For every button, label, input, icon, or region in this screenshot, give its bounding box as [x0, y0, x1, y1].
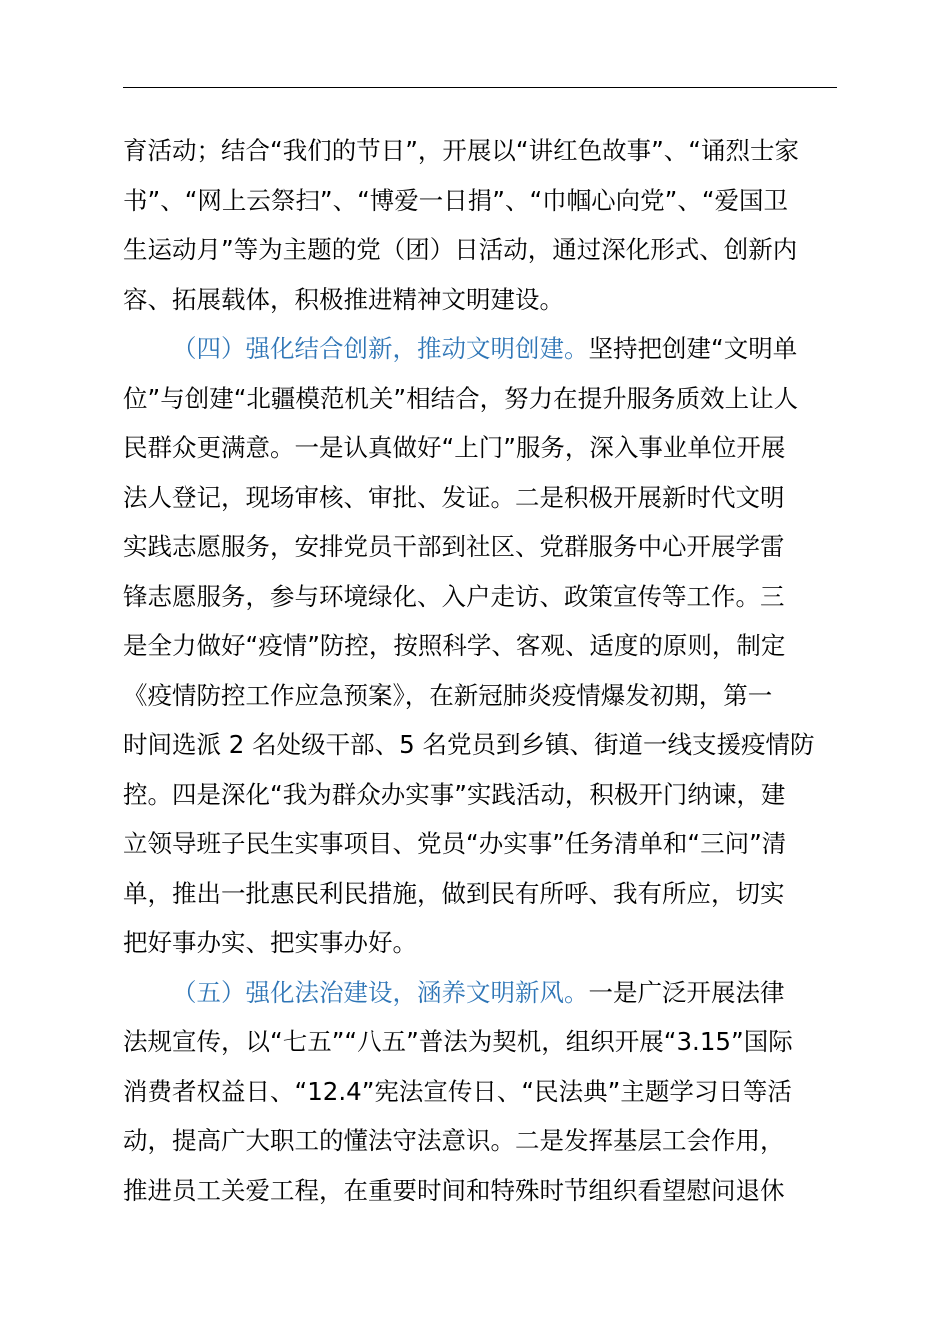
section-5-heading: （五）强化法治建设，涵养文明新风。 [172, 977, 589, 1007]
text-line: 法人登记，现场审核、审批、发证。二是积极开展新时代文明 [123, 482, 785, 512]
text-line: 锋志愿服务，参与环境绿化、入户走访、政策宣传等工作。三 [123, 581, 785, 611]
text-line: 消费者权益日、“12.4”宪法宣传日、“民法典”主题学习日等活 [123, 1076, 792, 1106]
text-line: 生运动月”等为主题的党（团）日活动，通过深化形式、创新内 [123, 235, 798, 264]
section-4-paragraph [123, 324, 839, 968]
header-rule [123, 87, 837, 88]
text-line: 单，推出一批惠民利民措施，做到民有所呼、我有所应，切实 [123, 878, 785, 908]
text-line: 位”与创建“北疆模范机关”相结合，努力在提升服务质效上让人 [123, 383, 799, 413]
text-line: 实践志愿服务，安排党员干部到社区、党群服务中心开展学雷 [123, 532, 785, 561]
section-4-first-line [123, 324, 839, 374]
text-line: 育活动；结合“我们的节日”，开展以“讲红色故事”、“诵烈士家 [123, 136, 799, 165]
text-line: 容、拓展载体，积极推进精神文明建设。 [123, 284, 564, 314]
section-5-paragraph [123, 968, 839, 1216]
section-5-first-line [123, 968, 839, 1018]
text-line: 民群众更满意。一是认真做好“上门”服务，深入事业单位开展 [123, 433, 786, 462]
text-line: 《疫情防控工作应急预案》，在新冠肺炎疫情爆发初期，第一 [123, 680, 773, 710]
section-4-lead-text: 坚持把创建“文明单 [588, 334, 798, 363]
text-line: 控。四是深化“我为群众办实事”实践活动，积极开门纳谏，建 [123, 779, 786, 809]
document-body [123, 126, 839, 1215]
text-line: 时间选派 2 名处级干部、5 名党员到乡镇、街道一线支援疫情防 [123, 730, 815, 759]
text-line: 法规宣传，以“七五”“八五”普法为契机，组织开展“3.15”国际 [123, 1027, 793, 1056]
text-line: 是全力做好“疫情”防控，按照科学、客观、适度的原则，制定 [123, 631, 786, 660]
paragraph-activities [123, 126, 839, 324]
text-line: 书”、“网上云祭扫”、“博爱一日捐”、“巾帼心向党”、“爱国卫 [123, 185, 789, 215]
text-line: 动，提高广大职工的懂法守法意识。二是发挥基层工会作用， [123, 1126, 785, 1155]
section-4-heading: （四）强化结合创新，推动文明创建。 [172, 334, 589, 363]
text-line: 推进员工关爱工程，在重要时间和特殊时节组织看望慰问退休 [123, 1175, 785, 1205]
text-line: 把好事办实、把实事办好。 [123, 928, 417, 957]
section-5-lead-text: 一是广泛开展法律 [588, 977, 785, 1007]
text-line: 立领导班子民生实事项目、党员“办实事”任务清单和“三问”清 [123, 829, 787, 858]
